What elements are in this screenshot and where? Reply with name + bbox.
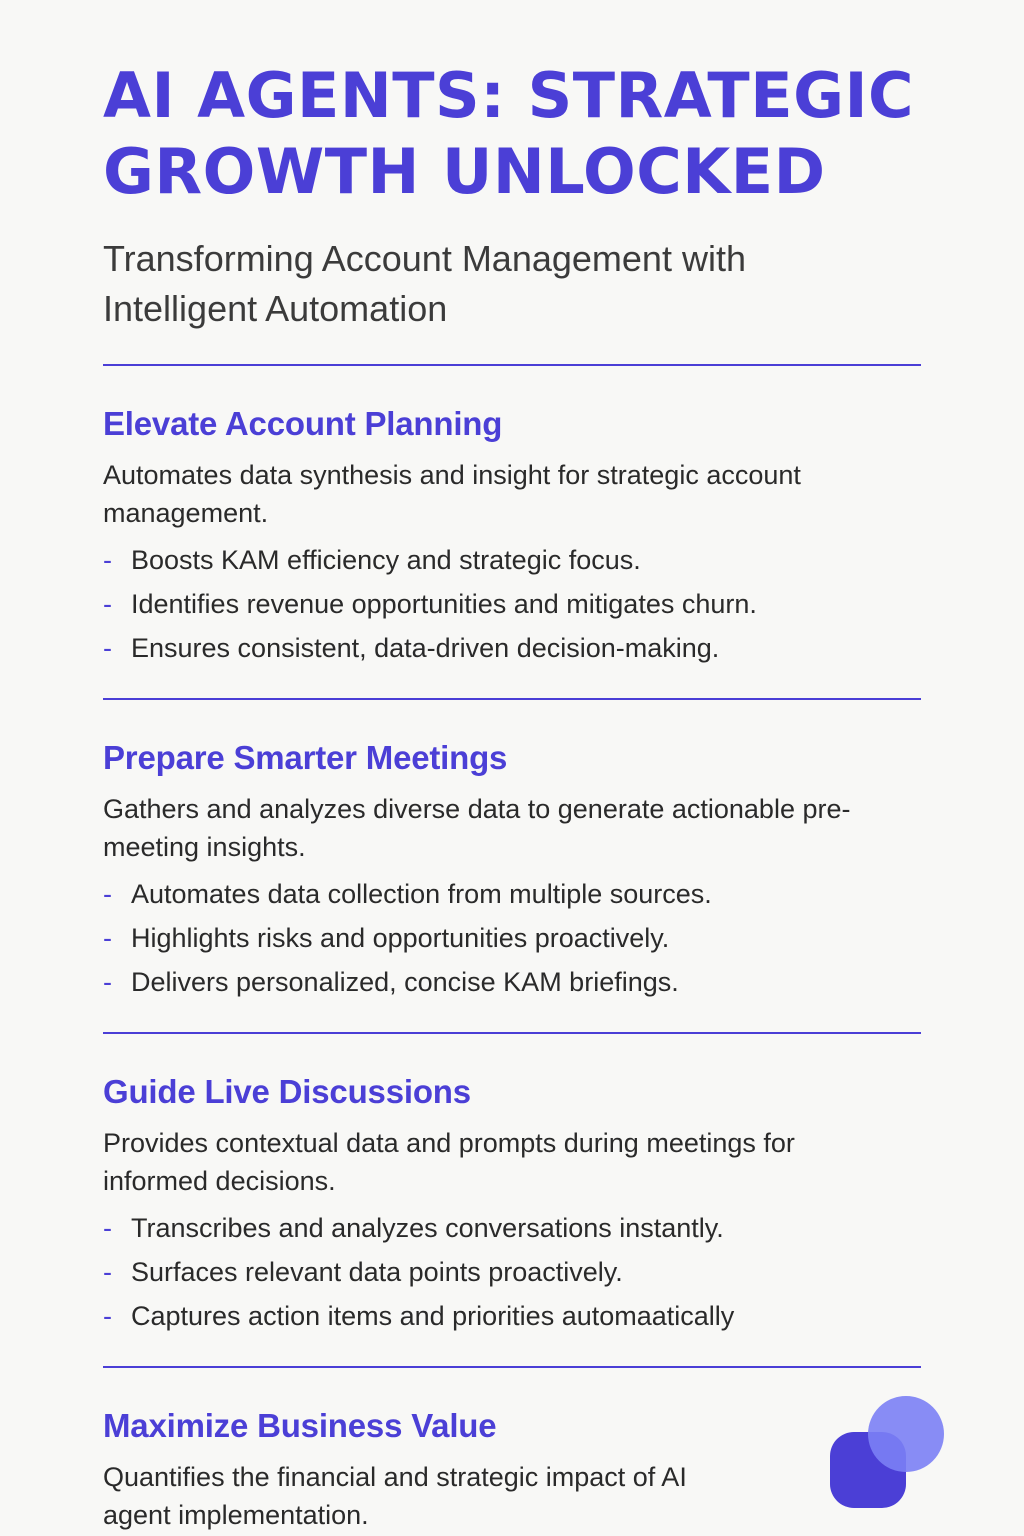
bullet-text: Delivers personalized, concise KAM briefings.: [131, 967, 679, 997]
section-elevate-account-planning: [103, 366, 921, 698]
page-subtitle: Transforming Account Management with Intelligent Automation: [103, 238, 746, 329]
page-title: AI AGENTS: STRATEGIC GROWTH UNLOCKED: [103, 59, 915, 208]
list-item: [103, 582, 921, 626]
list-item: [103, 1250, 921, 1294]
overlapping-shapes-logo-icon: [830, 1396, 946, 1508]
bullet-text: Highlights risks and opportunities proactively.: [131, 923, 670, 953]
bullet-text: Transcribes and analyzes conversations instantly.: [131, 1213, 724, 1243]
section-title: Elevate Account Planning: [103, 405, 503, 442]
bullet-dash: -: [103, 879, 112, 909]
section-description: Automates data synthesis and insight for strategic account management.: [103, 460, 801, 528]
section-title: Guide Live Discussions: [103, 1073, 471, 1110]
bullet-text: Surfaces relevant data points proactively.: [131, 1257, 623, 1287]
section-description: Gathers and analyzes diverse data to generate actionable pre-meeting insights.: [103, 794, 851, 862]
list-item: [103, 1206, 921, 1250]
section-guide-live-discussions: [103, 1034, 921, 1366]
bullet-dash: -: [103, 633, 112, 663]
list-item: [103, 1294, 921, 1338]
bullet-text: Boosts KAM efficiency and strategic focus.: [131, 545, 641, 575]
section-maximize-business-value: [103, 1368, 921, 1536]
list-item: [103, 916, 921, 960]
bullet-dash: -: [103, 967, 112, 997]
bullet-list: [103, 538, 921, 670]
list-item: [103, 538, 921, 582]
section-title: Prepare Smarter Meetings: [103, 739, 508, 776]
section-description: Provides contextual data and prompts during meetings for informed decisions.: [103, 1128, 795, 1196]
bullet-text: Automates data collection from multiple sources.: [131, 879, 712, 909]
bullet-text: Identifies revenue opportunities and mitigates churn.: [131, 589, 757, 619]
bullet-dash: -: [103, 923, 112, 953]
list-item: [103, 960, 921, 1004]
bullet-dash: -: [103, 1301, 112, 1331]
infographic: [103, 58, 921, 1536]
list-item: [103, 872, 921, 916]
bullet-list: [103, 1206, 921, 1338]
bullet-list: [103, 872, 921, 1004]
bullet-dash: -: [103, 1213, 112, 1243]
bullet-text: Captures action items and priorities automaatically: [131, 1301, 735, 1331]
section-title: Maximize Business Value: [103, 1407, 497, 1444]
bullet-dash: -: [103, 589, 112, 619]
bullet-text: Ensures consistent, data-driven decision-making.: [131, 633, 720, 663]
list-item: [103, 626, 921, 670]
bullet-dash: -: [103, 545, 112, 575]
section-description: Quantifies the financial and strategic impact of AI agent implementation.: [103, 1462, 687, 1530]
section-prepare-smarter-meetings: [103, 700, 921, 1032]
bullet-dash: -: [103, 1257, 112, 1287]
